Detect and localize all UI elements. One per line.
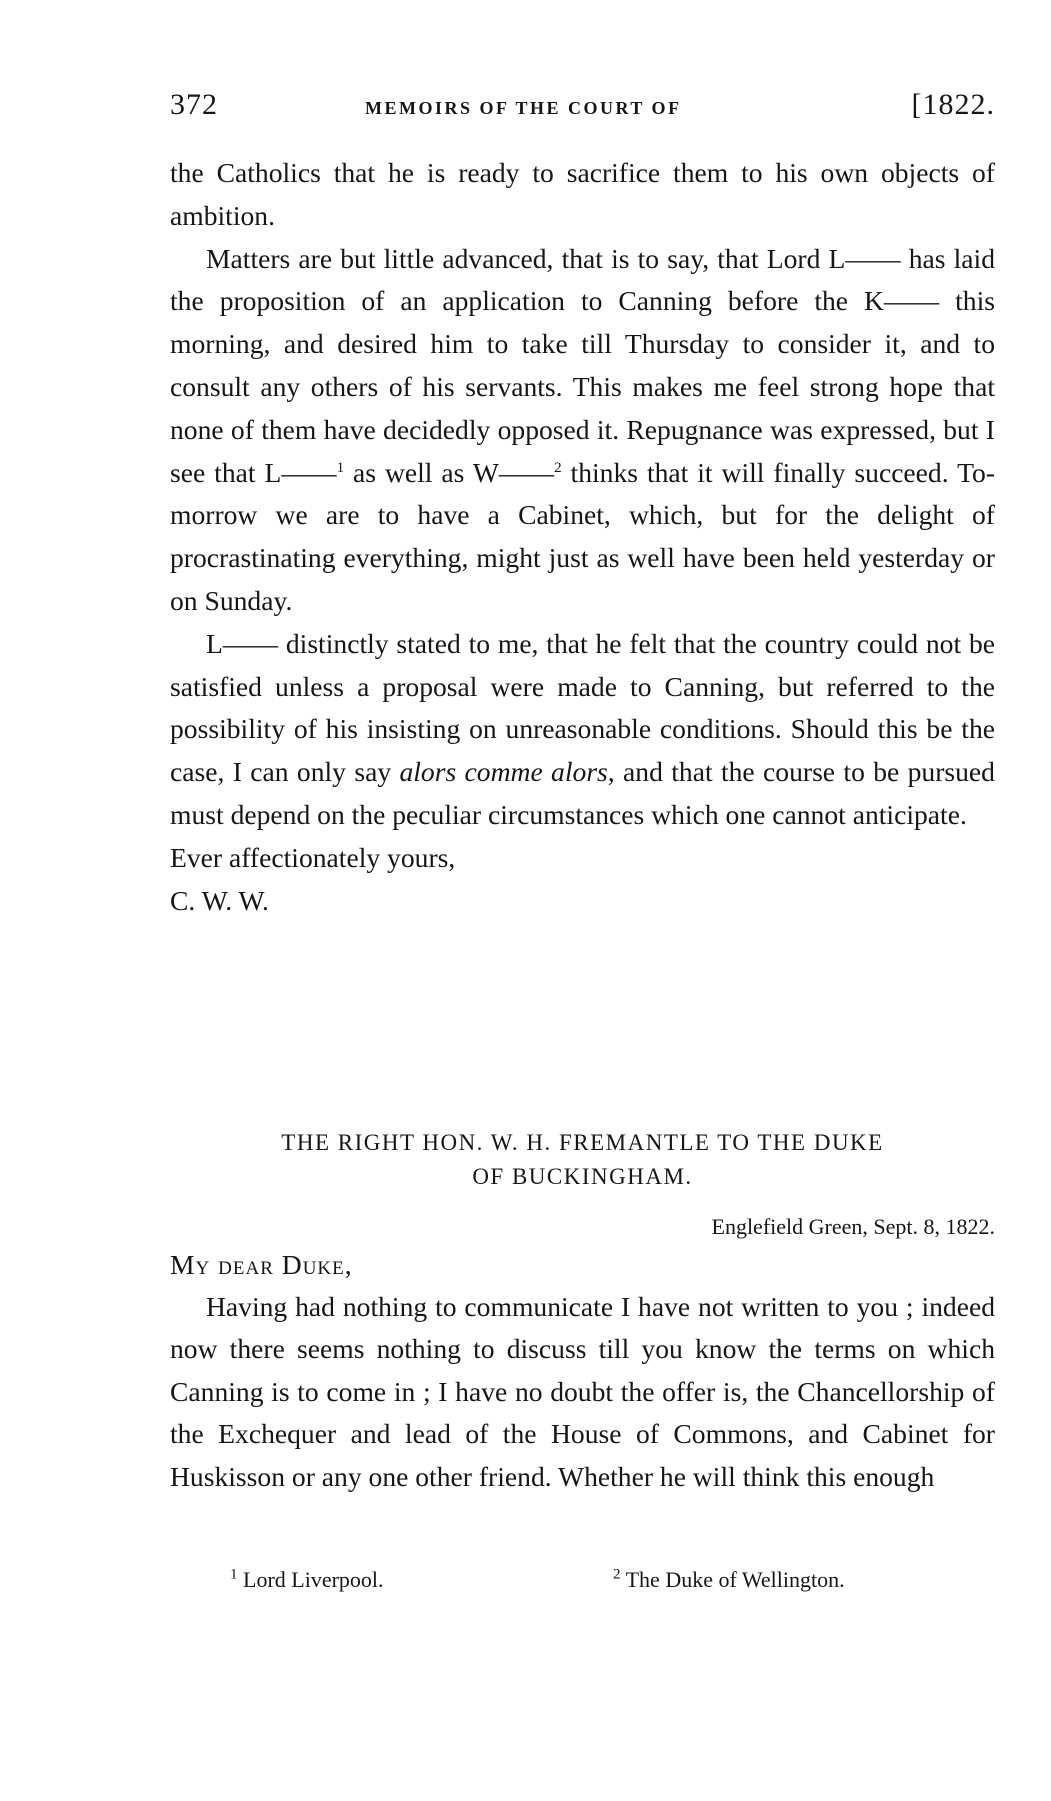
dateline: Englefield Green, Sept. 8, 1822. (711, 1214, 995, 1239)
italic-phrase: alors comme alors (399, 756, 608, 788)
salutation: My dear Duke, (170, 1249, 353, 1280)
footnote-ref-2: 2 (554, 459, 562, 476)
paragraph-distinctly (170, 623, 995, 837)
footnote-text: The Duke of Wellington. (625, 1567, 845, 1592)
letter-heading-line: THE RIGHT HON. W. H. FREMANTLE TO THE DUKE (281, 1130, 884, 1155)
second-letter-body (170, 1286, 995, 1498)
valediction: Ever affectionately yours, (170, 841, 456, 873)
paragraph-having: Having had nothing to communicate I have not written to you ; indeed now there seems nothing to discuss till you know the terms on which Canning is to come in ; I have no doubt the offer is, the Chancellorship of the Exchequer and lead of the House of Commons, and Cabinet for Huskisson or any one other friend. Whether he will think this enough (170, 1291, 995, 1492)
signature: C. W. W. (170, 884, 269, 916)
footnote-mark: 2 (613, 1566, 621, 1583)
paragraph-text: , and that the course to be pursued must depend on the peculiar circumstances which one cannot anticipate. (170, 756, 995, 830)
page-number: 372 (170, 88, 218, 121)
running-title: MEMOIRS OF THE COURT OF (365, 98, 682, 118)
letter-heading-line: OF BUCKINGHAM. (472, 1164, 693, 1189)
footnote-mark: 1 (230, 1566, 238, 1583)
page-header (170, 88, 995, 128)
letter-heading (170, 1126, 995, 1194)
paragraph-text: Matters are but little advanced, that is to say, that Lord L—— has laid the proposition of an application to Canning before the K—— this morning, and desired him to take till Thursday to consider it, and to consult any others of his servants. This makes me feel strong hope that none of them have decidedly opposed it. Repugnance was expressed, but I see that L—— (170, 242, 995, 488)
footnote-text: Lord Liverpool. (243, 1567, 384, 1592)
paragraph-continuation: the Catholics that he is ready to sacrifice them to his own objects of ambition. (170, 157, 995, 231)
letter-text (170, 152, 995, 922)
footnote (230, 1567, 384, 1593)
paragraph-matters (170, 238, 995, 623)
footnote-ref-1: 1 (336, 459, 345, 476)
paragraph-text: L—— distinctly stated to me, that he felt that the country could not be satisfied unless a proposal were made to Canning, but referred to the possibility of his insisting on unreasonable conditions. Should this be the case, I can only say (170, 627, 995, 788)
footnote (613, 1567, 845, 1593)
paragraph-text: thinks that it will finally succeed. To-morrow we are to have a Cabinet, which, but for the delight of procrastinating everything, might just as well have been held yesterday or on Sunday. (170, 456, 995, 616)
header-year: [1822. (911, 88, 995, 121)
paragraph-text: as well as W—— (344, 456, 555, 488)
